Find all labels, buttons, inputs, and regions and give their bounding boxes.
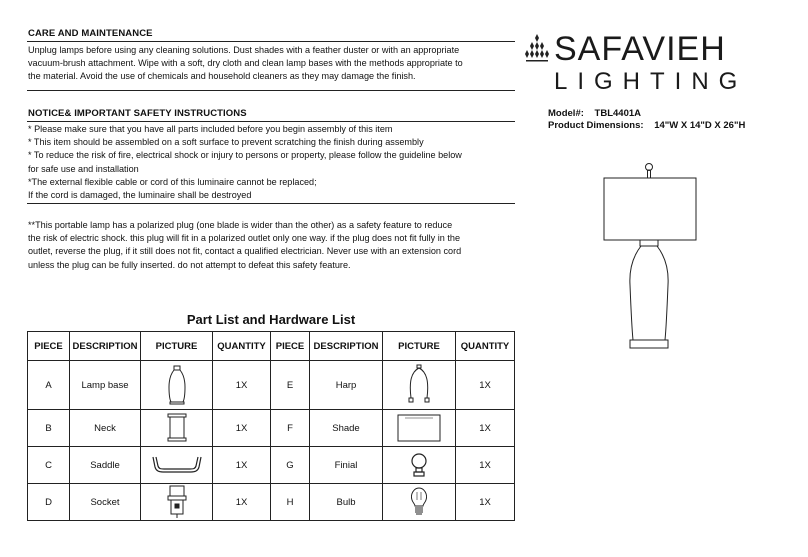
- divider: [27, 41, 515, 42]
- model-value: TBL4401A: [594, 108, 641, 119]
- text-line: * This item should be assembled on a soft surface to prevent scratching the finish during assembly: [28, 137, 424, 148]
- column-header: QUANTITY: [213, 332, 271, 361]
- brand-logo: [524, 28, 784, 102]
- description-cell: Neck: [70, 410, 141, 447]
- picture-cell: [383, 484, 456, 521]
- column-header: PIECE: [271, 332, 310, 361]
- polarized-plug-text: [28, 219, 518, 272]
- notice-title: NOTICE& IMPORTANT SAFETY INSTRUCTIONS: [28, 108, 247, 119]
- care-text: [28, 44, 518, 84]
- quantity-cell: 1X: [213, 361, 271, 410]
- column-header: PIECE: [28, 332, 70, 361]
- text-line: Unplug lamps before using any cleaning solutions. Dust shades with a feather duster or with an appropriate: [28, 45, 460, 55]
- piece-cell: G: [271, 447, 310, 484]
- care-title: CARE AND MAINTENANCE: [28, 28, 153, 39]
- quantity-cell: 1X: [456, 484, 515, 521]
- divider: [27, 121, 515, 122]
- text-line: unless the plug can be fully inserted. do not attempt to defeat this safety feature.: [28, 259, 351, 270]
- brand-name: SAFAVIEH: [554, 30, 726, 68]
- piece-cell: B: [28, 410, 70, 447]
- model-label: Model#:: [548, 108, 584, 119]
- product-dimensions: [548, 120, 745, 131]
- quantity-cell: 1X: [456, 410, 515, 447]
- picture-cell: [383, 447, 456, 484]
- text-line: outlet, reverse the plug, if it still does not fit, contact a qualified electrician. Never use with an extension cord: [28, 246, 462, 257]
- piece-cell: E: [271, 361, 310, 410]
- table-row: [28, 361, 515, 410]
- column-header: PICTURE: [383, 332, 456, 361]
- dims-label: Product Dimensions:: [548, 120, 644, 131]
- piece-cell: F: [271, 410, 310, 447]
- quantity-cell: 1X: [456, 447, 515, 484]
- table-row: [28, 410, 515, 447]
- chandelier-icon: [524, 34, 550, 64]
- saddle-icon: [150, 453, 204, 477]
- shade-icon: [397, 414, 441, 442]
- text-line: **This portable lamp has a polarized plug (one blade is wider than the other) as a safety feature to reduce: [28, 220, 453, 230]
- column-header: QUANTITY: [456, 332, 515, 361]
- description-cell: Lamp base: [70, 361, 141, 410]
- harp-icon: [406, 364, 432, 406]
- piece-cell: C: [28, 447, 70, 484]
- divider: [27, 203, 515, 204]
- parts-table: [27, 331, 515, 521]
- parts-table-title: Part List and Hardware List: [186, 312, 356, 327]
- text-line: the material. Avoid the use of chemicals and household cleaners as they may damage the finish.: [28, 71, 416, 82]
- description-cell: Finial: [310, 447, 383, 484]
- description-cell: Saddle: [70, 447, 141, 484]
- description-cell: Harp: [310, 361, 383, 410]
- text-line: * To reduce the risk of fire, electrical shock or injury to persons or property, please follow the guideline below: [28, 150, 462, 161]
- dims-value: 14"W X 14"D X 26"H: [654, 120, 746, 131]
- divider: [27, 90, 515, 91]
- text-line: If the cord is damaged, the luminaire shall be destroyed: [28, 190, 252, 201]
- table-row: [28, 447, 515, 484]
- neck-icon: [166, 413, 188, 443]
- brand-sub: LIGHTING: [554, 68, 748, 95]
- text-line: * Please make sure that you have all parts included before you begin assembly of this item: [28, 124, 393, 134]
- text-line: vacuum-brush attachment. Wipe with a soft, dry cloth and clean lamp bases with the methods appropriate to: [28, 58, 463, 69]
- picture-cell: [141, 484, 213, 521]
- text-line: *The external flexible cable or cord of this luminaire cannot be replaced;: [28, 176, 317, 187]
- model-number: [548, 108, 641, 119]
- piece-cell: H: [271, 484, 310, 521]
- description-cell: Bulb: [310, 484, 383, 521]
- piece-cell: A: [28, 361, 70, 410]
- finial-icon: [409, 452, 429, 478]
- picture-cell: [141, 447, 213, 484]
- text-line: the risk of electric shock. this plug will fit in a polarized outlet only one way. if the plug does not fit fully in the: [28, 233, 461, 244]
- column-header: DESCRIPTION: [310, 332, 383, 361]
- quantity-cell: 1X: [213, 484, 271, 521]
- column-header: PICTURE: [141, 332, 213, 361]
- lamp-drawing: [596, 160, 714, 355]
- picture-cell: [141, 410, 213, 447]
- picture-cell: [383, 361, 456, 410]
- piece-cell: D: [28, 484, 70, 521]
- description-cell: Socket: [70, 484, 141, 521]
- quantity-cell: 1X: [213, 447, 271, 484]
- lamp-base-icon: [165, 365, 189, 405]
- quantity-cell: 1X: [213, 410, 271, 447]
- table-row: [28, 484, 515, 521]
- description-cell: Shade: [310, 410, 383, 447]
- notice-text: [28, 123, 518, 202]
- bulb-icon: [408, 486, 430, 518]
- column-header: DESCRIPTION: [70, 332, 141, 361]
- picture-cell: [141, 361, 213, 410]
- table-header-row: [28, 332, 515, 361]
- socket-icon: [165, 485, 189, 519]
- picture-cell: [383, 410, 456, 447]
- text-line: for safe use and installation: [28, 163, 139, 174]
- quantity-cell: 1X: [456, 361, 515, 410]
